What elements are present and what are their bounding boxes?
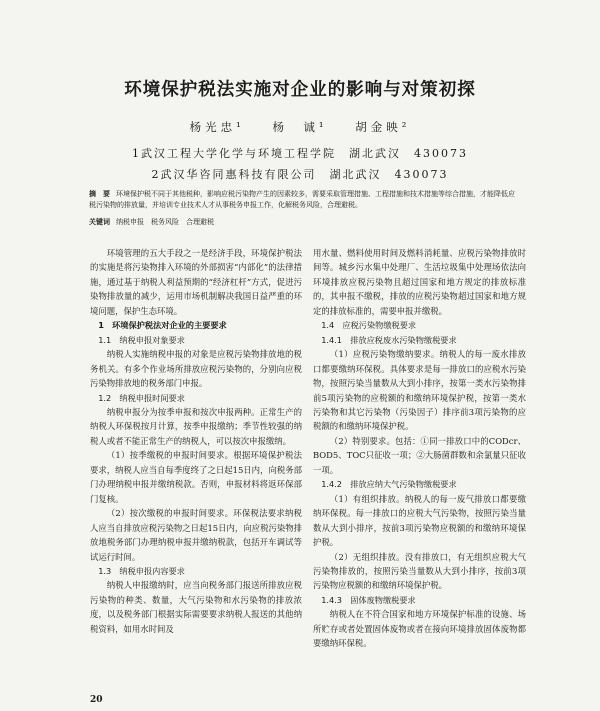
paragraph: 纳税人实施纳税申报的对象是应税污染物排放地的税务机关。有多个作业场所排放应税污染物的，分别向应税污染物排放地的税务部门申报。 <box>90 349 302 389</box>
section-heading: 1.2 纳税申报时间要求 <box>98 392 185 403</box>
paragraph: 纳税人申报缴纳时，应当向税务部门报送所排放应税污染物的种类、数量，大气污染物和水污染物的排放浓度，以及税务部门根据实际需要要求纳税人报送的其他纳税资料，如用水时间及 <box>90 580 302 634</box>
section-heading: 1.4.2 排放应纳大气污染物缴税要求 <box>321 479 457 490</box>
page-number: 20 <box>90 695 103 705</box>
paragraph: （1）按季缴税的申报时间要求。根据环境保护税法要求，纳税人应当自每季度终了之日起15日内，向税务部门办理纳税申报并缴纳税款。否则，申报材料将返环保部门复核。 <box>90 450 302 504</box>
keywords <box>89 217 214 227</box>
section-heading: 1.4.1 排放应税废水污染物缴税要求 <box>321 334 457 345</box>
affiliation-1: 1武汉工程大学化学与环境工程学院 湖北武汉 430073 <box>132 147 468 160</box>
paragraph: 纳税人在不符合国家和地方环境保护标准的设施、场所贮存或者处置固体废物或者在接向环境排放固体废物都要缴纳环保税。 <box>313 609 526 649</box>
paper-title: 环境保护税法实施对企业的影响与对策初探 <box>124 80 476 100</box>
section-heading: 1.4 应税污染物缴税要求 <box>321 320 417 331</box>
right-column <box>313 246 526 651</box>
keywords-text: 纳税申报 税务风险 合理避税 <box>116 218 214 226</box>
left-column <box>90 246 302 636</box>
paragraph: 环境管理的五大手段之一是经济手段，环境保护税法的实施是将污染物排入环境的外部损害“内部化”的法律措施，通过基于纳税人利益预期的“经济杠杆”方式，促进污染物排放量的减少，运用市场机制解决我国日益严重的环境问题，保护生态环境。 <box>90 248 302 316</box>
paragraph: （2）特别要求。包括：①同一排放口中的CODcr、BOD5、TOC只征收一项；②大肠菌群数和余氯量只征收一项。 <box>313 435 526 475</box>
section-heading: 1 环境保护税法对企业的主要要求 <box>98 320 227 331</box>
paragraph: （1）有组织排放。纳税人的每一废气排放口都要缴纳环保税。每一排放口的应税大气污染物，按照污染当量数从大到小排序，按前3项污染物应税额的和缴纳环境保护税。 <box>313 493 526 548</box>
abstract-text: 环境保护税不同于其他税种，影响应税污染物产生的因素较多，需要采取管理措施、工程措施和技术措施等综合措施，才能降低应税污染物的排放量，并培训专业技术人才从事税务申报工作，化解税务风险，合理避税。 <box>89 190 515 209</box>
paragraph: （2）按次缴税的申报时间要求。环保税法要求纳税人应当自排放应税污染物之日起15日内，向应税污染物排放地税务部门办理纳税申报并缴纳税款，包括开车调试等试运行时间。 <box>90 508 302 562</box>
section-heading: 1.1 纳税申报对象要求 <box>98 334 185 345</box>
paragraph: （1）应税污染物缴纳要求。纳税人的每一废水排放口都要缴纳环保税。具体要求是每一排放口的应税水污染物，按照污染当量数从大到小排序，按第一类水污染物排前5项污染物的应税额的和缴纳环境保护税，按第一类水污染物和其它污染物（污染因子）排序前3项污染物的应税额的和缴纳环境保护税。 <box>313 349 526 432</box>
paragraph: 用水量、燃料使用时间及燃料消耗量、应税污染物排放时间等。城乡污水集中处理厂、生活垃圾集中处理场依法向环境排放应税污染物且超过国家和地方规定的排放标准的，其申报不缴税，排放的应税污染物超过国家和地方规定的排放标准的，需要申报并缴税。 <box>313 248 526 316</box>
keywords-label: 关键词 <box>89 218 110 226</box>
author-2: 杨 诚¹ <box>272 120 328 134</box>
paragraph: （2）无组织排放。没有排放口，有无组织应税大气污染物排放的，按照污染当量数从大到小排序，按前3项污染物应税额的和缴纳环境保护税。 <box>313 551 526 591</box>
section-heading: 1.3 纳税申报内容要求 <box>98 565 185 576</box>
abstract-label: 摘 要 <box>89 190 110 198</box>
author-1: 杨光忠¹ <box>189 120 245 134</box>
paragraph: 纳税申报分为按季申报和按次申报两种。正常生产的纳税人环保税按月计算，按季申报缴纳；季节性较强的纳税人或者不能正常生产的纳税人，可以按次申报缴纳。 <box>90 406 302 446</box>
author-line <box>0 119 600 135</box>
author-3: 胡金映² <box>355 120 411 134</box>
abstract <box>89 189 521 211</box>
affiliation-2: 2武汉华咨同惠科技有限公司 湖北武汉 430073 <box>151 168 449 181</box>
section-heading: 1.4.3 固体废物缴税要求 <box>321 594 416 605</box>
